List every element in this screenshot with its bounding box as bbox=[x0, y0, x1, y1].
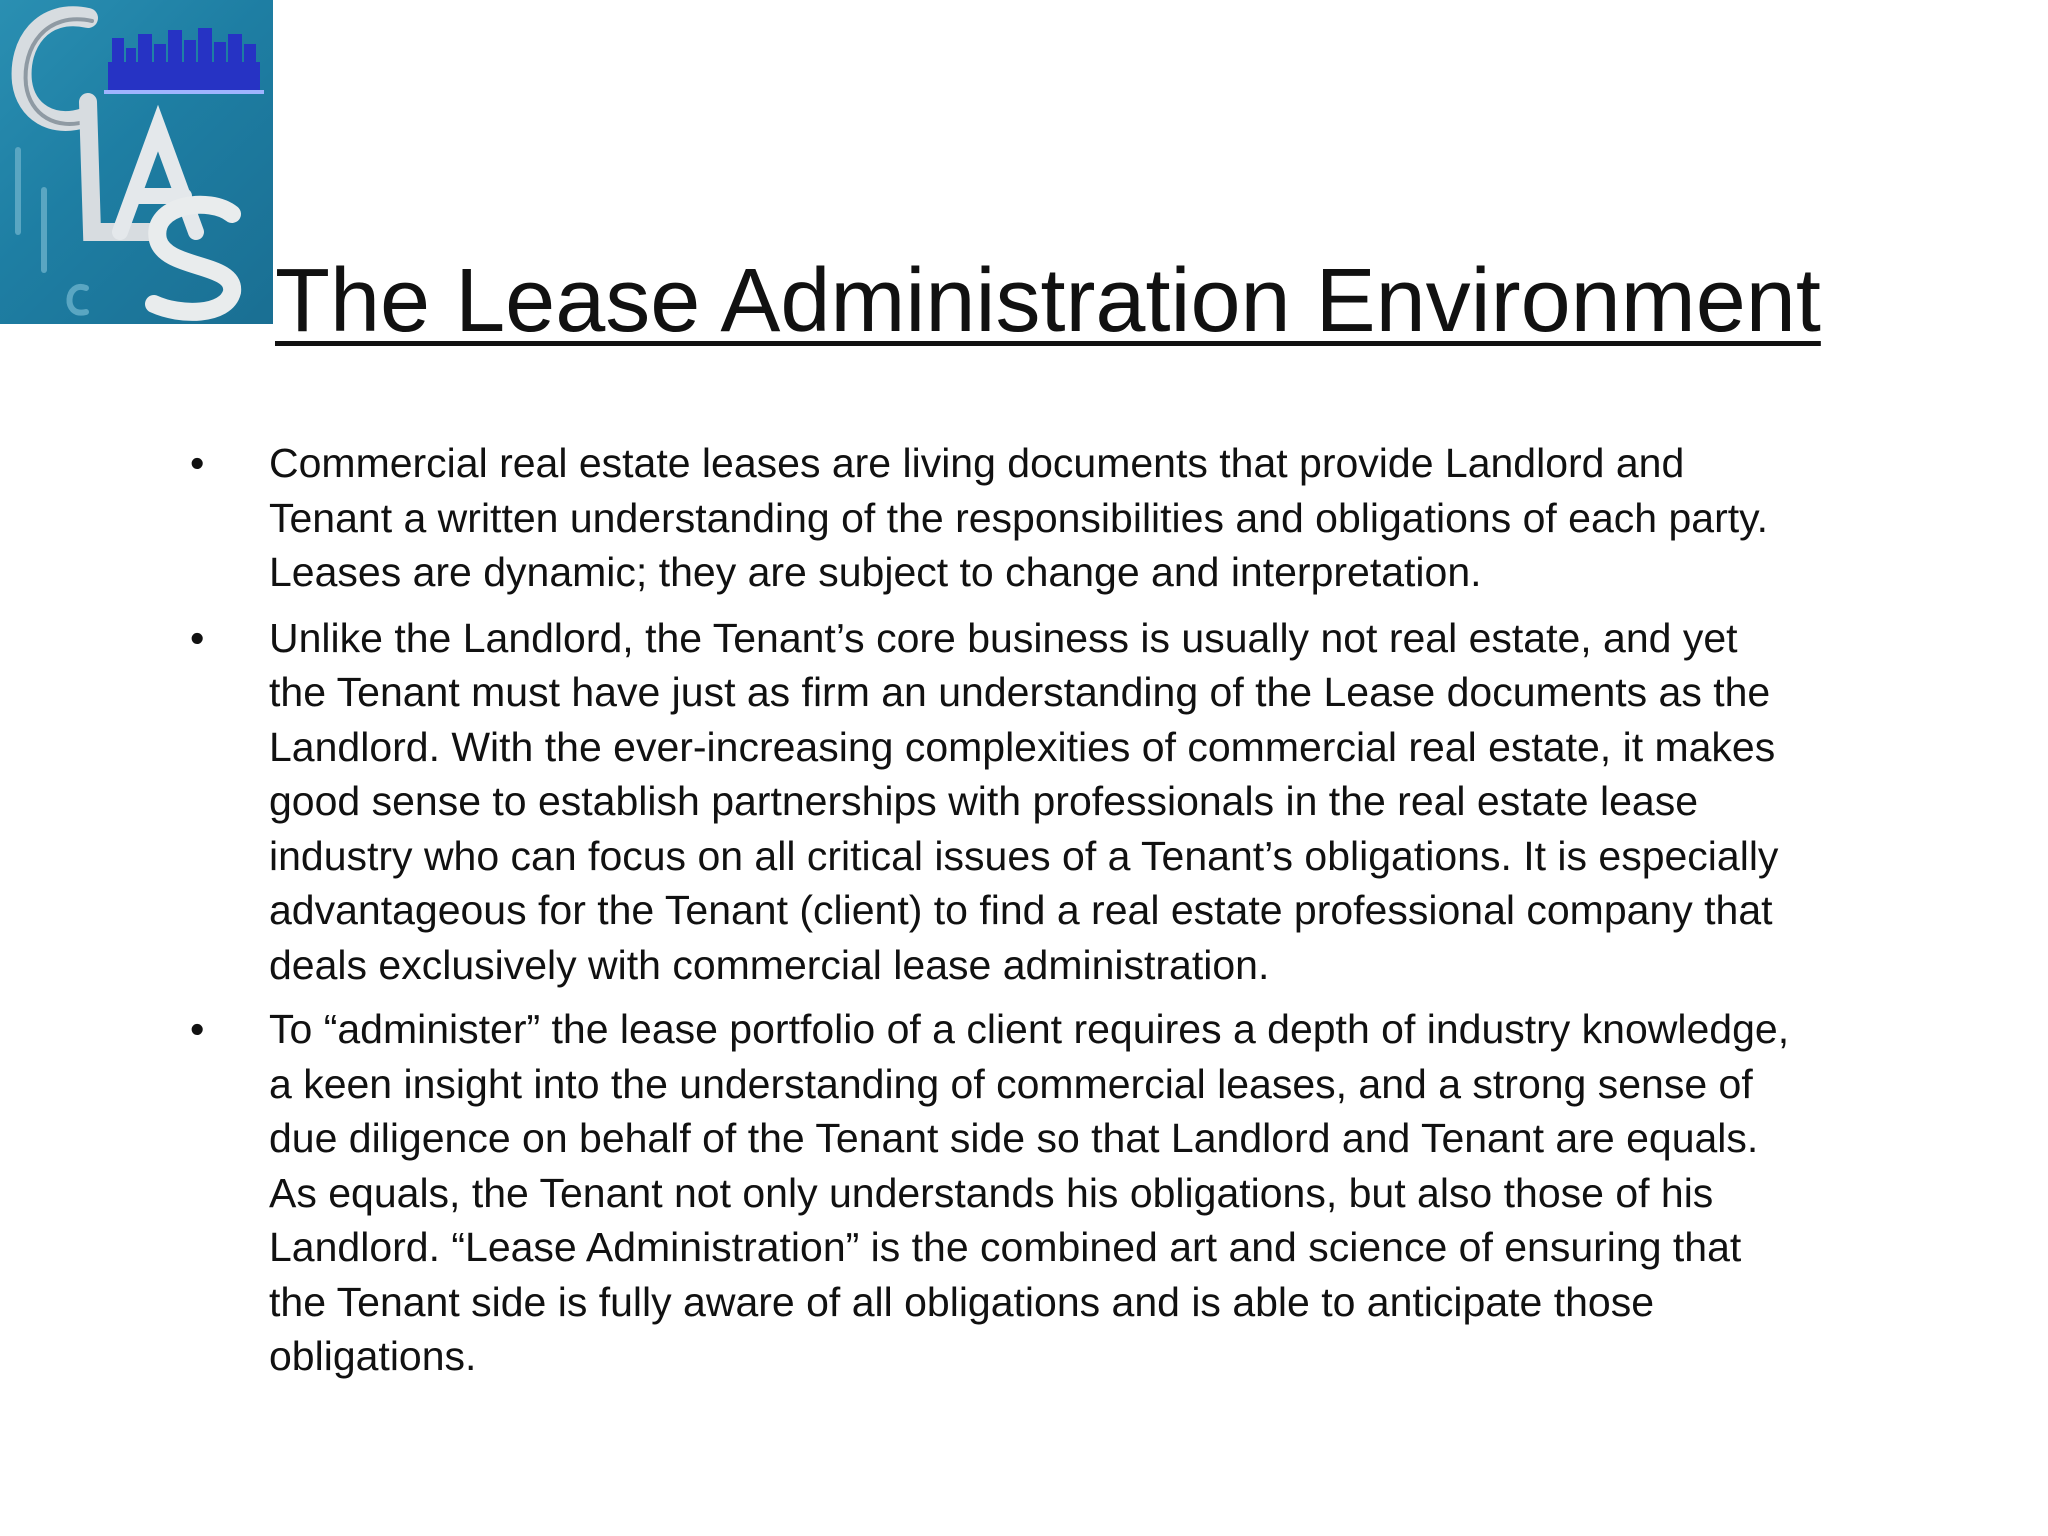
logo-graphic bbox=[0, 0, 273, 324]
slide-title: The Lease Administration Environment bbox=[275, 251, 1821, 351]
company-logo bbox=[0, 0, 273, 324]
bullet-marker: • bbox=[190, 1006, 205, 1052]
bullet-item bbox=[0, 436, 2048, 600]
bullet-item bbox=[0, 1002, 2048, 1384]
skyline-icon bbox=[104, 28, 264, 94]
bullet-marker: • bbox=[190, 614, 205, 661]
bullet-item bbox=[0, 611, 2048, 993]
bullet-marker: • bbox=[190, 440, 205, 486]
bullet-text: To “administer” the lease portfolio of a client requires a depth of industry knowledge, a keen insight into the understanding of commercial leases, and a strong sense of due diligence on behalf of the Tenant side so that Landlord and Tenant are equals. As equals, the Tenant not only understands his obligations, but also those of his Landlord. “Lease Administration” is the combined art and science of ensuring that the Tenant side is fully aware of all obligations and is able to anticipate those obligations. bbox=[269, 1006, 1790, 1379]
bullet-text: Unlike the Landlord, the Tenant’s core business is usually not real estate, and yet the Tenant must have just as firm an understanding of the Lease documents as the Landlord. With the ever-increasing complexities of commercial real estate, it makes good sense to establish partnerships with professionals in the real estate lease industry who can focus on all critical issues of a Tenant’s obligations. It is especially advantageous for the Tenant (client) to find a real estate professional company that deals exclusively with commercial lease administration. bbox=[269, 614, 1779, 988]
bullet-text: Commercial real estate leases are living documents that provide Landlord and Tenant a written understanding of the responsibilities and obligations of each party. Leases are dynamic; they are subject to change and interpretation. bbox=[269, 440, 1768, 595]
bullet-list bbox=[0, 436, 2048, 1394]
